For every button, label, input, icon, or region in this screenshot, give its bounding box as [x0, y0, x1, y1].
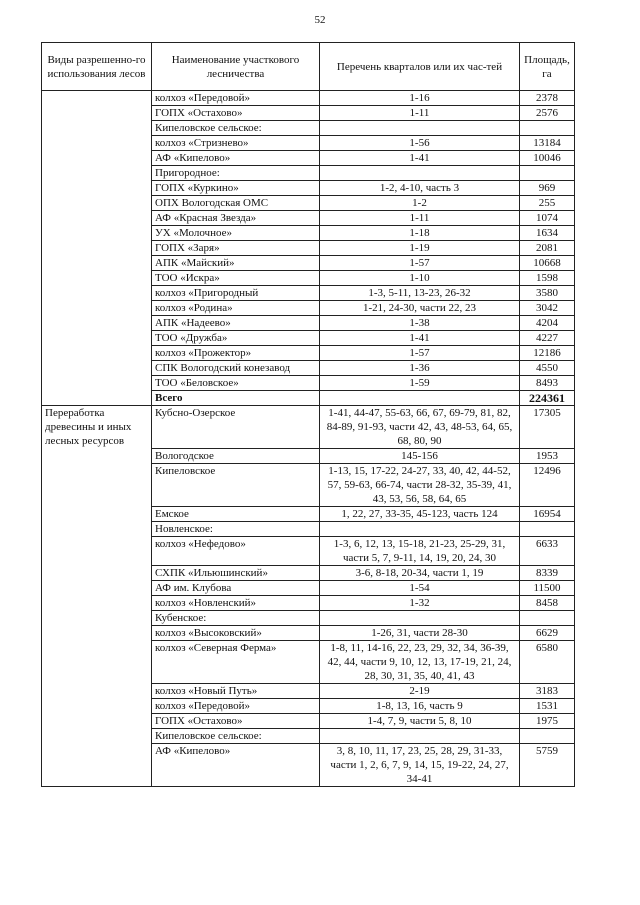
area-cell: 1598 [520, 271, 575, 286]
forestry-name-cell: АФ им. Клубова [152, 581, 320, 596]
area-cell: 16954 [520, 507, 575, 522]
area-cell: 12496 [520, 464, 575, 507]
table-row [42, 91, 575, 106]
quarters-cell: 1-57 [320, 346, 520, 361]
quarters-cell: 1-4, 7, 9, части 5, 8, 10 [320, 714, 520, 729]
forestry-name-cell: ОПХ Вологодская ОМС [152, 196, 320, 211]
forestry-name-cell: ТОО «Беловское» [152, 376, 320, 391]
area-cell: 6580 [520, 641, 575, 684]
quarters-cell: 1-19 [320, 241, 520, 256]
quarters-cell: 1-21, 24-30, части 22, 23 [320, 301, 520, 316]
forestry-name-cell: колхоз «Передовой» [152, 699, 320, 714]
area-cell: 3580 [520, 286, 575, 301]
forestry-name-cell: ГОПХ «Остахово» [152, 714, 320, 729]
area-cell: 10046 [520, 151, 575, 166]
area-cell: 969 [520, 181, 575, 196]
forestry-name-cell: Вологодское [152, 449, 320, 464]
quarters-cell: 1-11 [320, 106, 520, 121]
quarters-cell: 1-2 [320, 196, 520, 211]
table-header-row [42, 43, 575, 91]
area-cell: 3042 [520, 301, 575, 316]
forestry-name-cell: Всего [152, 391, 320, 406]
forestry-name-cell: ГОПХ «Куркино» [152, 181, 320, 196]
header-quarters: Перечень кварталов или их час-тей [320, 43, 520, 91]
quarters-cell: 1-3, 6, 12, 13, 15-18, 21-23, 25-29, 31, части 5, 7, 9-11, 14, 19, 20, 24, 30 [320, 537, 520, 566]
area-cell [520, 729, 575, 744]
area-cell: 5759 [520, 744, 575, 787]
forestry-name-cell: АФ «Кипелово» [152, 151, 320, 166]
quarters-cell: 1-10 [320, 271, 520, 286]
forestry-name-cell: Кипеловское сельское: [152, 121, 320, 136]
quarters-cell: 1-57 [320, 256, 520, 271]
area-cell: 1074 [520, 211, 575, 226]
area-cell: 10668 [520, 256, 575, 271]
forestry-name-cell: ГОПХ «Остахово» [152, 106, 320, 121]
forestry-name-cell: колхоз «Стризнево» [152, 136, 320, 151]
area-cell: 224361 [520, 391, 575, 406]
area-cell: 4227 [520, 331, 575, 346]
forestry-name-cell: АФ «Кипелово» [152, 744, 320, 787]
forestry-name-cell: колхоз «Новленский» [152, 596, 320, 611]
quarters-cell: 1-2, 4-10, часть 3 [320, 181, 520, 196]
forestry-name-cell: АПК «Надеево» [152, 316, 320, 331]
quarters-cell: 1-11 [320, 211, 520, 226]
forestry-name-cell: Новленское: [152, 522, 320, 537]
quarters-cell [320, 166, 520, 181]
forestry-name-cell: Пригородное: [152, 166, 320, 181]
quarters-cell: 1-41 [320, 151, 520, 166]
forestry-name-cell: колхоз «Прожектор» [152, 346, 320, 361]
quarters-cell: 145-156 [320, 449, 520, 464]
quarters-cell: 1-56 [320, 136, 520, 151]
forestry-name-cell: колхоз «Новый Путь» [152, 684, 320, 699]
forestry-name-cell: колхоз «Нефедово» [152, 537, 320, 566]
forestry-name-cell: колхоз «Пригородный [152, 286, 320, 301]
quarters-cell [320, 522, 520, 537]
quarters-cell: 1-16 [320, 91, 520, 106]
area-cell: 8458 [520, 596, 575, 611]
forestry-name-cell: колхоз «Северная Ферма» [152, 641, 320, 684]
header-usage: Виды разрешенно-го использования лесов [42, 43, 152, 91]
forestry-name-cell: ТОО «Искра» [152, 271, 320, 286]
forestry-name-cell: Емское [152, 507, 320, 522]
area-cell: 4204 [520, 316, 575, 331]
area-cell [520, 166, 575, 181]
quarters-cell [320, 121, 520, 136]
quarters-cell: 1-32 [320, 596, 520, 611]
quarters-cell [320, 391, 520, 406]
quarters-cell: 1-36 [320, 361, 520, 376]
area-cell [520, 522, 575, 537]
area-cell: 17305 [520, 406, 575, 449]
quarters-cell: 1-8, 11, 14-16, 22, 23, 29, 32, 34, 36-39, 42, 44, части 9, 10, 12, 13, 17-19, 21, 24, 28, 30, 31, 35, 40, 41, 43 [320, 641, 520, 684]
forestry-name-cell: АПК «Майский» [152, 256, 320, 271]
forestry-name-cell: колхоз «Передовой» [152, 91, 320, 106]
area-cell: 13184 [520, 136, 575, 151]
forestry-name-cell: Кипеловское сельское: [152, 729, 320, 744]
area-cell: 1634 [520, 226, 575, 241]
area-cell [520, 121, 575, 136]
quarters-cell: 1, 22, 27, 33-35, 45-123, часть 124 [320, 507, 520, 522]
forestry-name-cell: УХ «Молочное» [152, 226, 320, 241]
quarters-cell: 1-13, 15, 17-22, 24-27, 33, 40, 42, 44-52, 57, 59-63, 66-74, части 28-32, 35-39, 41, 43, 53, 56, 58, 64, 65 [320, 464, 520, 507]
forestry-table [41, 42, 575, 787]
quarters-cell: 1-54 [320, 581, 520, 596]
area-cell: 2576 [520, 106, 575, 121]
area-cell: 11500 [520, 581, 575, 596]
quarters-cell: 1-41 [320, 331, 520, 346]
quarters-cell: 3-6, 8-18, 20-34, части 1, 19 [320, 566, 520, 581]
forestry-name-cell: ГОПХ «Заря» [152, 241, 320, 256]
area-cell: 12186 [520, 346, 575, 361]
area-cell: 2378 [520, 91, 575, 106]
quarters-cell [320, 611, 520, 626]
area-cell: 255 [520, 196, 575, 211]
usage-type-cell [42, 91, 152, 406]
area-cell [520, 611, 575, 626]
area-cell: 6633 [520, 537, 575, 566]
quarters-cell: 1-8, 13, 16, часть 9 [320, 699, 520, 714]
quarters-cell: 1-3, 5-11, 13-23, 26-32 [320, 286, 520, 301]
area-cell: 8493 [520, 376, 575, 391]
quarters-cell: 3, 8, 10, 11, 17, 23, 25, 28, 29, 31-33, части 1, 2, 6, 7, 9, 14, 15, 19-22, 24, 27, 34-41 [320, 744, 520, 787]
area-cell: 1975 [520, 714, 575, 729]
area-cell: 4550 [520, 361, 575, 376]
forestry-name-cell: колхоз «Родина» [152, 301, 320, 316]
usage-type-cell: Переработка древесины и иных лесных ресурсов [42, 406, 152, 787]
table-row [42, 406, 575, 449]
quarters-cell: 1-26, 31, части 28-30 [320, 626, 520, 641]
area-cell: 8339 [520, 566, 575, 581]
area-cell: 3183 [520, 684, 575, 699]
forestry-name-cell: колхоз «Высоковский» [152, 626, 320, 641]
page-number: 52 [314, 14, 326, 26]
quarters-cell: 1-38 [320, 316, 520, 331]
quarters-cell: 2-19 [320, 684, 520, 699]
forestry-name-cell: Кубенское: [152, 611, 320, 626]
area-cell: 6629 [520, 626, 575, 641]
forestry-name-cell: СПК Вологодский конезавод [152, 361, 320, 376]
forestry-name-cell: АФ «Красная Звезда» [152, 211, 320, 226]
table-body [42, 91, 575, 787]
forestry-name-cell: ТОО «Дружба» [152, 331, 320, 346]
header-forestry: Наименование участкового лесничества [152, 43, 320, 91]
forestry-name-cell: Кипеловское [152, 464, 320, 507]
area-cell: 1953 [520, 449, 575, 464]
area-cell: 1531 [520, 699, 575, 714]
header-area: Площадь, га [520, 43, 575, 91]
quarters-cell [320, 729, 520, 744]
area-cell: 2081 [520, 241, 575, 256]
forestry-name-cell: СХПК «Ильюшинский» [152, 566, 320, 581]
quarters-cell: 1-41, 44-47, 55-63, 66, 67, 69-79, 81, 82, 84-89, 91-93, части 42, 43, 48-53, 64, 65, 68, 80, 90 [320, 406, 520, 449]
forestry-name-cell: Кубсно-Озерское [152, 406, 320, 449]
quarters-cell: 1-59 [320, 376, 520, 391]
quarters-cell: 1-18 [320, 226, 520, 241]
